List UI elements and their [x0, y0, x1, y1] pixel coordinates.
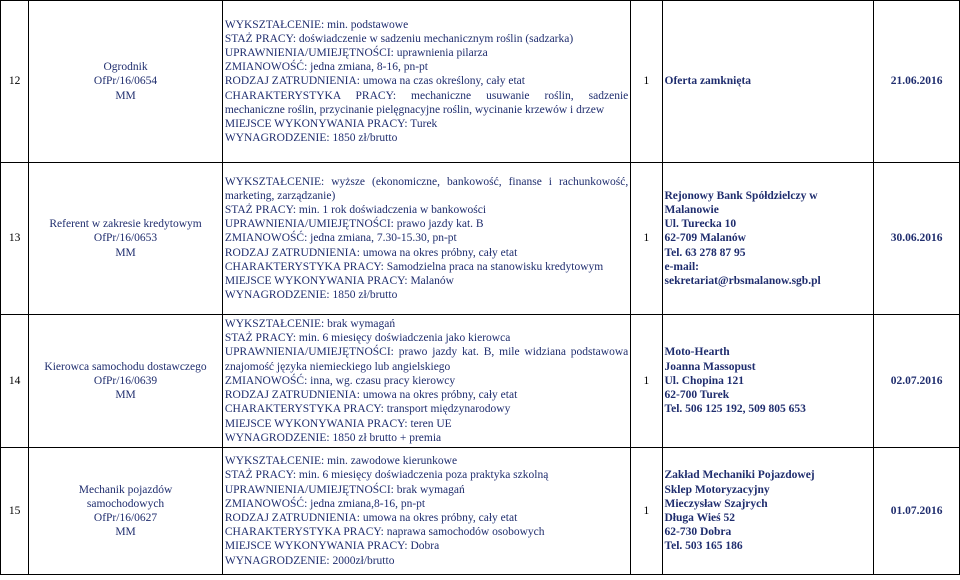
position-title: Mechanik pojazdów: [78, 483, 173, 496]
salary-line: WYNAGRODZENIE: 1850 zł/brutto: [224, 132, 398, 145]
table-row: [1, 1, 960, 163]
clerk-initials: MM: [115, 526, 136, 539]
position-title-cont: samochodowych: [86, 497, 165, 510]
offer-code: OfPr/16/0654: [93, 75, 158, 88]
table-row: [1, 163, 960, 315]
offer-status: Oferta zamknięta: [664, 75, 752, 88]
job-characteristics-line: CHARAKTERYSTYKA PRACY: naprawa samochodów osobowych: [224, 526, 545, 539]
openings-count: 1: [631, 163, 662, 315]
salary-line: WYNAGRODZENIE: 1850 zł brutto + premia: [224, 431, 442, 444]
experience-line: STAŻ PRACY: min. 6 miesięcy doświadczenia jako kierowca: [224, 332, 511, 345]
offer-date: 21.06.2016: [874, 1, 960, 163]
position-cell: [29, 315, 223, 448]
employment-type-line: RODZAJ ZATRUDNIENIA: umowa na okres próbny, cały etat: [224, 512, 518, 524]
experience-line: STAŻ PRACY: min. 1 rok doświadczenia w bankowości: [224, 203, 487, 216]
description-cell: [222, 1, 630, 163]
row-number: 15: [1, 448, 29, 575]
qualifications-line: UPRAWNIENIA/UMIEJĘTNOŚCI: prawo jazdy kat. B: [224, 218, 484, 231]
employer-cell: [662, 315, 874, 448]
education-line: WYKSZTAŁCENIE: brak wymagań: [224, 318, 396, 331]
salary-line: WYNAGRODZENIE: 1850 zł/brutto: [224, 289, 398, 302]
education-line: WYKSZTAŁCENIE: min. zawodowe kierunkowe: [224, 455, 458, 468]
job-characteristics-line: CHARAKTERYSTYKA PRACY: transport międzynarodowy: [224, 403, 511, 416]
employer-owner: Mieczysław Szajrych: [664, 497, 768, 510]
employer-email-label: e-mail:: [664, 260, 699, 273]
offer-code: OfPr/16/0627: [93, 512, 158, 524]
employment-type-line: RODZAJ ZATRUDNIENIA: umowa na czas określony, cały etat: [224, 75, 525, 88]
experience-line: STAŻ PRACY: doświadczenie w sadzeniu mechanicznym roślin (sadzarka): [224, 32, 574, 45]
shift-line: ZMIANOWOŚĆ: jedna zmiana, 7.30-15.30, pn-pt: [224, 232, 457, 245]
openings-count: 1: [631, 1, 662, 163]
position-title: Referent w zakresie kredytowym: [49, 218, 202, 231]
workplace-line: MIEJSCE WYKONYWANIA PRACY: Turek: [224, 118, 438, 130]
employer-name: Rejonowy Bank Spółdzielczy w Malanowie: [664, 189, 818, 216]
row-number: 13: [1, 163, 29, 315]
qualifications-line: UPRAWNIENIA/UMIEJĘTNOŚCI: brak wymagań: [224, 483, 465, 496]
employer-cell: [662, 1, 874, 163]
clerk-initials: MM: [115, 246, 136, 259]
row-number: 12: [1, 1, 29, 163]
workplace-line: MIEJSCE WYKONYWANIA PRACY: Malanów: [224, 275, 454, 287]
offer-date: 30.06.2016: [874, 163, 960, 315]
shift-line: ZMIANOWOŚĆ: jedna zmiana,8-16, pn-pt: [224, 497, 426, 510]
table-row: [1, 315, 960, 448]
employer-street: Długa Wieś 52: [664, 512, 736, 524]
workplace-line: MIEJSCE WYKONYWANIA PRACY: teren UE: [224, 417, 452, 430]
experience-line: STAŻ PRACY: min. 6 miesięcy doświadczenia poza praktyka szkolną: [224, 469, 549, 482]
employer-cell: [662, 448, 874, 575]
description-cell: [222, 315, 630, 448]
employer-phone: Tel. 503 165 186: [664, 540, 743, 553]
clerk-initials: MM: [115, 389, 136, 402]
workplace-line: MIEJSCE WYKONYWANIA PRACY: Dobra: [224, 540, 440, 553]
description-cell: [222, 163, 630, 315]
clerk-initials: MM: [115, 89, 136, 102]
qualifications-line: UPRAWNIENIA/UMIEJĘTNOŚCI: prawo jazdy kat. B, mile widziana podstawowa znajomość języka niemieckiego lub angielskiego: [224, 346, 629, 373]
employer-owner: Joanna Massopust: [664, 360, 756, 373]
table-row: [1, 448, 960, 575]
description-cell: [222, 448, 630, 575]
position-cell: [29, 448, 223, 575]
employer-name: Moto-Hearth: [664, 346, 730, 359]
position-title: Kierowca samochodu dostawczego: [44, 360, 207, 373]
offer-date: 01.07.2016: [874, 448, 960, 575]
employer-street: Ul. Chopina 121: [664, 374, 745, 387]
position-cell: [29, 1, 223, 163]
offer-date: 02.07.2016: [874, 315, 960, 448]
openings-count: 1: [631, 448, 662, 575]
employer-name-cont: Sklep Motoryzacyjny: [664, 483, 770, 496]
row-number: 14: [1, 315, 29, 448]
employment-type-line: RODZAJ ZATRUDNIENIA: umowa na okres próbny, cały etat: [224, 389, 518, 402]
shift-line: ZMIANOWOŚĆ: jedna zmiana, 8-16, pn-pt: [224, 61, 428, 74]
employment-type-line: RODZAJ ZATRUDNIENIA: umowa na okres próbny, cały etat: [224, 246, 518, 259]
offer-code: OfPr/16/0653: [93, 232, 158, 245]
position-cell: [29, 163, 223, 315]
position-title: Ogrodnik: [103, 61, 148, 74]
job-characteristics-line: CHARAKTERYSTYKA PRACY: Samodzielna praca na stanowisku kredytowym: [224, 260, 604, 273]
qualifications-line: UPRAWNIENIA/UMIEJĘTNOŚCI: uprawnienia pilarza: [224, 46, 488, 59]
employer-email[interactable]: sekretariat@rbsmalanow.sgb.pl: [664, 275, 821, 287]
employer-street: Ul. Turecka 10: [664, 218, 737, 231]
employer-city: 62-730 Dobra: [664, 526, 732, 539]
job-characteristics-line: CHARAKTERYSTYKA PRACY: mechaniczne usuwanie roślin, sadzenie mechaniczne roślin, przycinanie pielęgnacyjne roślin, wycinanie krzewów i drzew: [224, 89, 629, 116]
openings-count: 1: [631, 315, 662, 448]
employer-phone: Tel. 63 278 87 95: [664, 246, 746, 259]
education-line: WYKSZTAŁCENIE: min. podstawowe: [224, 18, 409, 31]
employer-city: 62-709 Malanów: [664, 232, 746, 245]
employer-city: 62-700 Turek: [664, 389, 730, 402]
offer-code: OfPr/16/0639: [93, 374, 158, 387]
shift-line: ZMIANOWOŚĆ: inna, wg. czasu pracy kierowcy: [224, 374, 456, 387]
employer-cell: [662, 163, 874, 315]
employer-name: Zakład Mechaniki Pojazdowej: [664, 469, 815, 482]
education-line: WYKSZTAŁCENIE: wyższe (ekonomiczne, bankowość, finanse i rachunkowość, marketing, zarządzanie): [224, 175, 629, 202]
employer-phone: Tel. 506 125 192, 509 805 653: [664, 403, 806, 416]
salary-line: WYNAGRODZENIE: 2000zł/brutto: [224, 554, 395, 567]
